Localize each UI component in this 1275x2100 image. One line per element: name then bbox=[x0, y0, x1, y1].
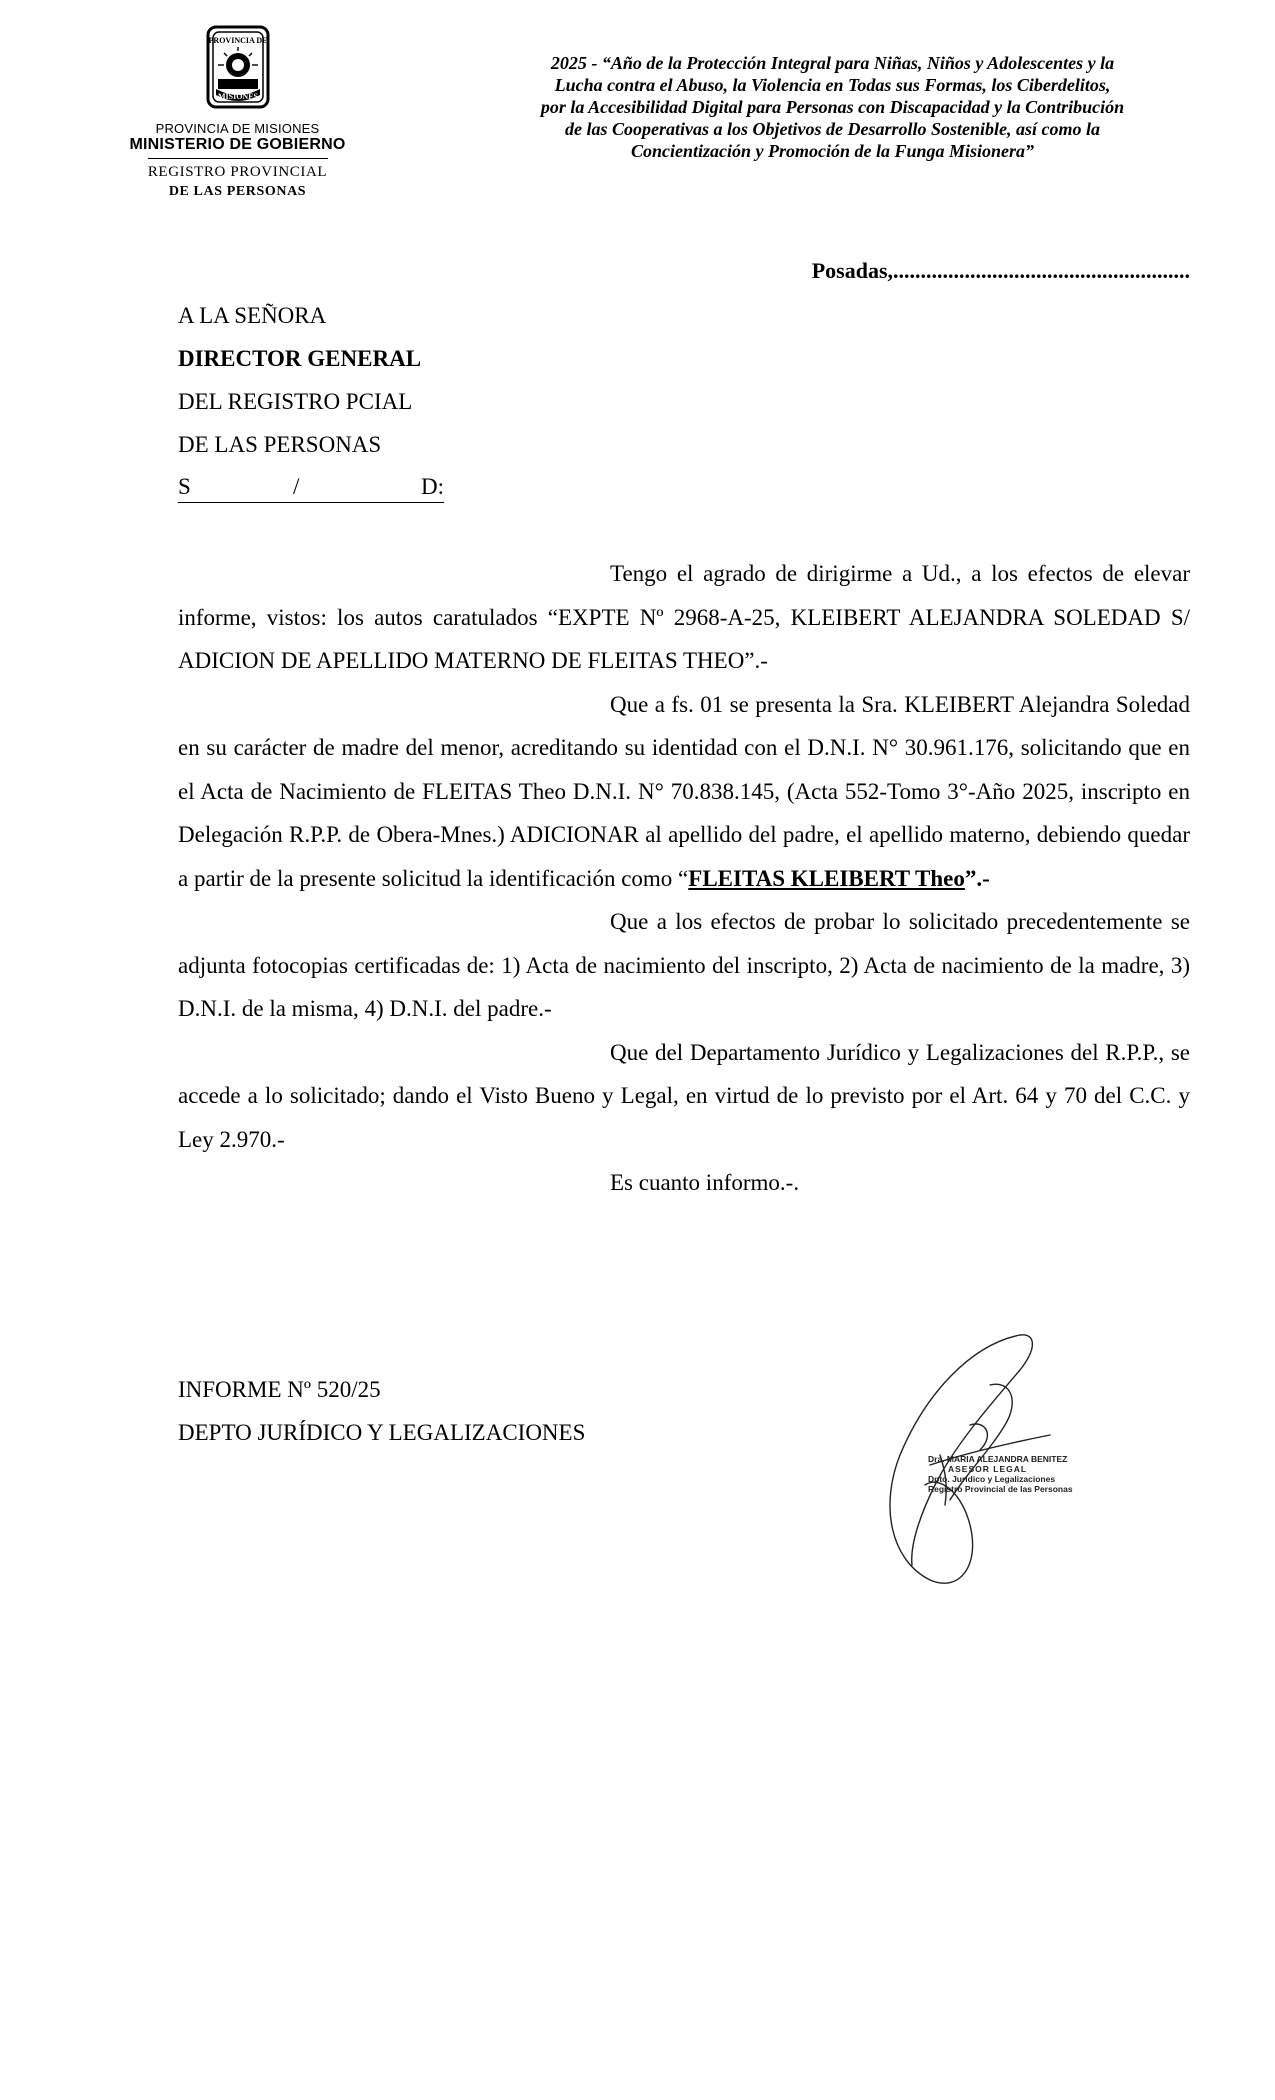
motto-line-1: 2025 - “Año de la Protección Integral para Niñas, Niños y Adolescentes y la bbox=[550, 53, 1115, 73]
motto-year: 2025 - bbox=[550, 53, 598, 73]
addressee-line-4: DE LAS PERSONAS bbox=[178, 432, 382, 457]
motto-line-2: Lucha contra el Abuso, la Violencia en Todas sus Formas, los Ciberdelitos, bbox=[554, 75, 1111, 95]
salutation-sd: S / D: bbox=[178, 472, 444, 503]
province-crest-icon bbox=[178, 25, 298, 115]
department-name: DEPTO JURÍDICO Y LEGALIZACIONES bbox=[178, 1420, 586, 1445]
crest-top-text: PROVINCIA DE bbox=[208, 36, 267, 45]
paragraph-2: Que a fs. 01 se presenta la Sra. KLEIBERT Alejandra Soledad en su carácter de madre del menor, acreditando su identidad con el D.N.I. N° 30.961.176, solicitando que en el Acta de Nacimiento de FLEITAS Theo D.N.I. N° 70.838.145, (Acta 552-Tomo 3°-Año 2025, inscripto en Delegación R.P.P. de Obera-Mnes.) ADICIONAR al apellido del padre, el apellido materno, debiendo quedar a partir de la presente solicitud la identificación como “FLEITAS KLEIBERT Theo”.- bbox=[178, 691, 1190, 891]
ministry-name: MINISTERIO DE GOBIERNO bbox=[129, 136, 346, 153]
paragraph-4: Que del Departamento Jurídico y Legalizaciones del R.P.P., se accede a lo solicitado; dando el Visto Bueno y Legal, en virtud de lo previsto por el Art. 64 y 70 del C.C. y Ley 2.970.- bbox=[178, 1039, 1190, 1152]
addressee-line-3: DEL REGISTRO PCIAL bbox=[178, 389, 413, 414]
stamp-dept: Dpto. Jurídico y Legalizaciones bbox=[928, 1474, 1056, 1484]
stamp-title: ASESOR LEGAL bbox=[948, 1464, 1028, 1474]
paragraph-1: Tengo el agrado de dirigirme a Ud., a los efectos de elevar informe, vistos: los autos caratulados “EXPTE Nº 2968-A-25, KLEIBERT ALEJANDRA SOLEDAD S/ ADICION DE APELLIDO MATERNO DE FLEITAS THEO”.- bbox=[178, 561, 1190, 673]
legal-stamp bbox=[928, 1454, 1088, 1494]
report-body bbox=[178, 552, 1190, 1205]
motto-line-5: Concientización y Promoción de la Funga Misionera” bbox=[630, 141, 1035, 161]
stamp-registry: Registro Provincial de las Personas bbox=[928, 1484, 1073, 1494]
crest-bottom-text: MISIONES bbox=[217, 92, 258, 101]
stamp-name: Dra. MARIA ALEJANDRA BENITEZ bbox=[928, 1454, 1068, 1464]
header-divider bbox=[148, 158, 328, 159]
motto-line-4: de las Cooperativas a los Objetivos de Desarrollo Sostenible, así como la bbox=[565, 119, 1100, 139]
letterhead-logo-block bbox=[110, 25, 365, 201]
new-identification-name: FLEITAS KLEIBERT Theo bbox=[688, 865, 965, 891]
paragraph-3: Que a los efectos de probar lo solicitado precedentemente se adjunta fotocopias certificadas de: 1) Acta de nacimiento del inscripto, 2) Acta de nacimiento de la madre, 3) D.N.I. de la misma, 4) D.N.I. del padre.- bbox=[178, 909, 1190, 1021]
registry-name-line1: REGISTRO PROVINCIAL bbox=[147, 164, 328, 180]
motto-line-3: por la Accesibilidad Digital para Personas con Discapacidad y la Contribución bbox=[540, 97, 1125, 117]
addressee-line-2: DIRECTOR GENERAL bbox=[178, 346, 422, 371]
report-number: INFORME Nº 520/25 bbox=[178, 1377, 381, 1402]
place-date: Posadas,...................................................... bbox=[811, 258, 1190, 283]
year-motto bbox=[470, 52, 1195, 162]
paragraph-5: Es cuanto informo.-. bbox=[610, 1170, 800, 1195]
registry-name-line2: DE LAS PERSONAS bbox=[168, 184, 307, 199]
addressee-line-1: A LA SEÑORA bbox=[178, 303, 327, 328]
province-name: PROVINCIA DE MISIONES bbox=[155, 121, 320, 136]
